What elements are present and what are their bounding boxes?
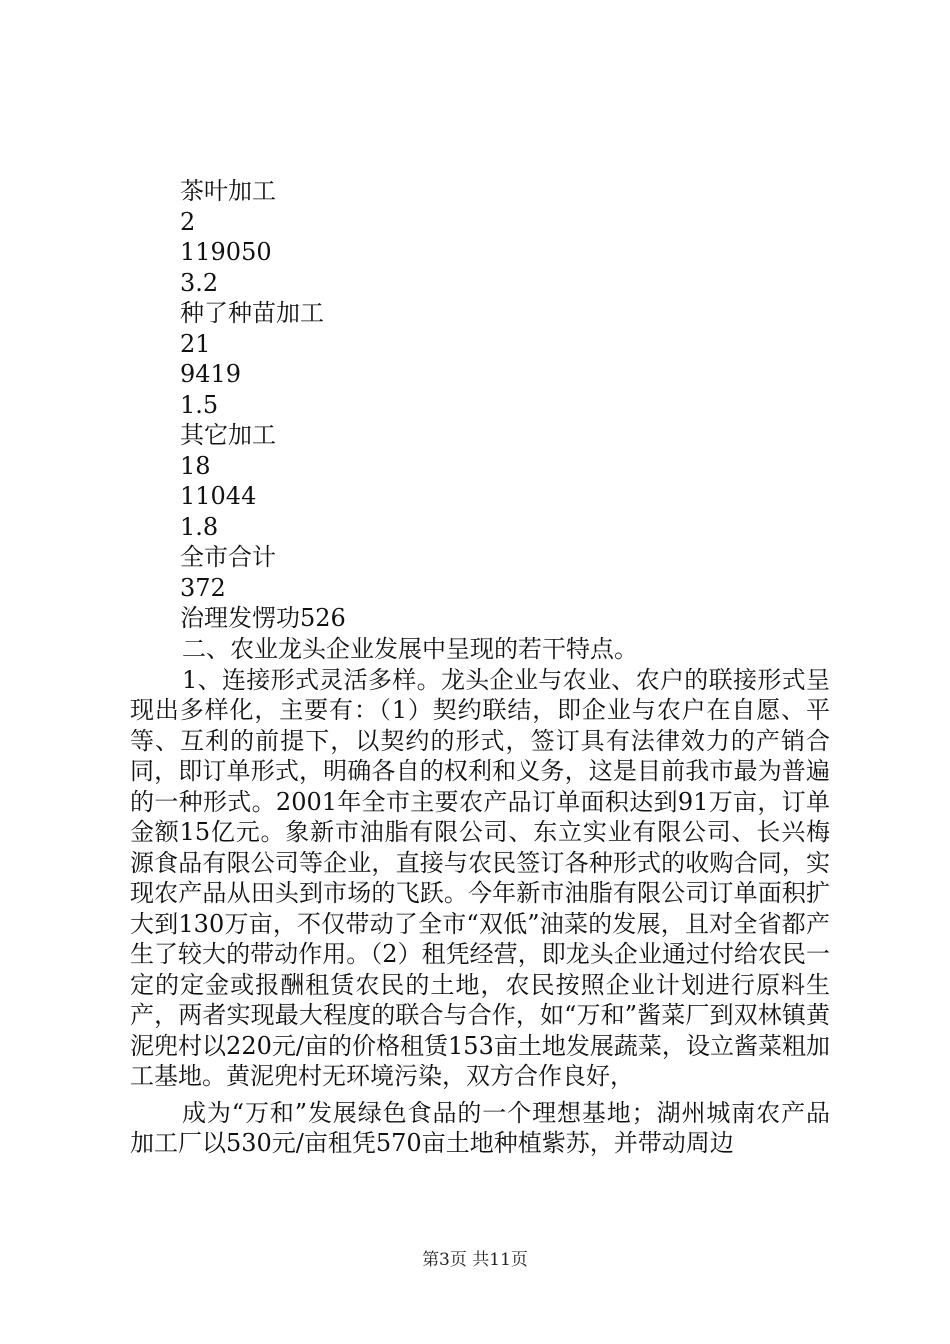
- table-line: 119050: [180, 238, 272, 266]
- table-line: 茶叶加工: [180, 177, 276, 205]
- table-line: 2: [180, 207, 196, 236]
- table-line: 全市合计: [180, 543, 276, 571]
- paragraph: 成为“万和”发展绿色食品的一个理想基地；湖州城南农产品加工厂以530元/亩租凭570亩土地种植紫苏，并带动周边: [130, 1098, 830, 1157]
- table-line: 3.2: [180, 268, 219, 297]
- table-line: 治理发愣功526: [180, 604, 346, 632]
- table-line: 18: [180, 451, 211, 480]
- table-line: 1.5: [180, 390, 219, 419]
- table-lines: [180, 176, 860, 634]
- section-heading: 二、农业龙头企业发展中呈现的若干特点。: [182, 635, 638, 663]
- table-line: 其它加工: [180, 421, 276, 449]
- table-line: 21: [180, 329, 211, 358]
- table-line: 9419: [180, 360, 242, 388]
- table-line: 1.8: [180, 512, 219, 541]
- body-text: [130, 634, 830, 1165]
- table-line: 种了种苗加工: [180, 299, 324, 327]
- table-line: 11044: [180, 482, 257, 510]
- page-footer: 第3页 共11页: [422, 1250, 528, 1270]
- table-line: 372: [180, 573, 226, 602]
- paragraph: 1、连接形式灵活多样。龙头企业与农业、农户的联接形式呈现出多样化，主要有：（1）契约联结，即企业与农户在自愿、平等、互利的前提下，以契约的形式，签订具有法律效力的产销合同，即订单形式，明确各自的权利和义务，这是目前我市最为普遍的一种形式。2001年全市主要农产品订单面积达到91万亩，订单金额15亿元。象新市油脂有限公司、东立实业有限公司、长兴梅源食品有限公司等企业，直接与农民签订各种形式的收购合同，实现农产品从田头到市场的飞跃。今年新市油脂有限公司订单面积扩大到130万亩，不仅带动了全市“双低”油菜的发展，且对全省都产生了较大的带动作用。（2）租凭经营，即龙头企业通过付给农民一定的定金或报酬租赁农民的土地，农民按照企业计划进行原料生产，两者实现最大程度的联合与合作，如“万和”酱菜厂到双林镇黄泥兜村以220元/亩的价格租赁153亩土地发展蔬菜，设立酱菜粗加工基地。黄泥兜村无环境污染，双方合作良好，: [130, 665, 830, 1090]
